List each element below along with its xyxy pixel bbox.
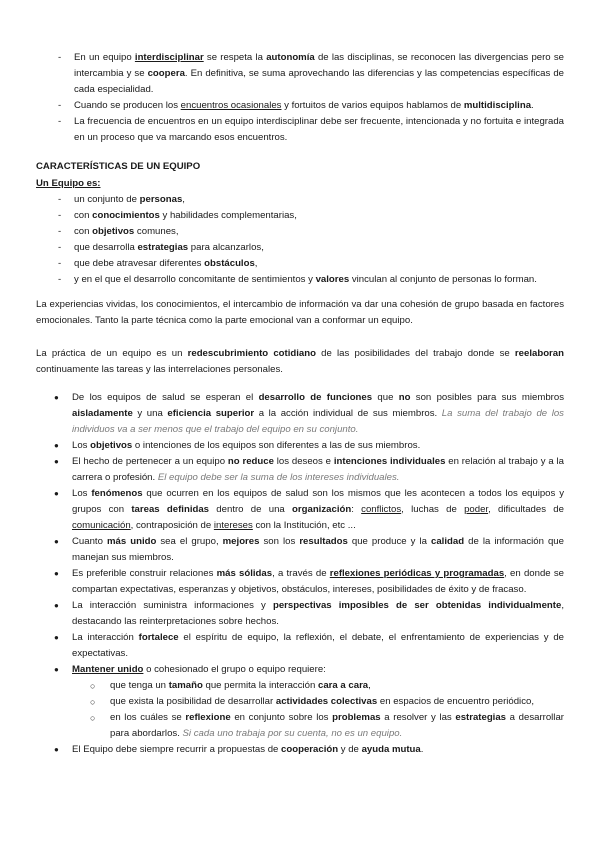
list-item: - que desarrolla estrategias para alcanzarlos, bbox=[36, 240, 564, 256]
list-item: - La frecuencia de encuentros en un equipo interdisciplinar debe ser frecuente, intencionada y no fortuita e integrada en un proceso que va marcando esos encuentros. bbox=[36, 114, 564, 146]
list-item: - con objetivos comunes, bbox=[36, 224, 564, 240]
list-item: - y en el que el desarrollo concomitante de sentimientos y valores vinculan al conjunto de personas lo forman. bbox=[36, 272, 564, 288]
bullet-item: ● El hecho de pertenecer a un equipo no reduce los deseos e intenciones individuales en relación al trabajo y a la carrera o profesión. El equipo debe ser la suma de los intereses individuales. bbox=[36, 454, 564, 486]
paragraph-experiencias: La experiencias vividas, los conocimientos, el intercambio de información va dar una cohesión de grupo basada en factores emocionales. Tanto la parte técnica como la parte emocional van a conformar un equipo. bbox=[36, 299, 564, 326]
sub-bullet-item: ○ que exista la posibilidad de desarrollar actividades colectivas en espacios de encuentro periódico, bbox=[72, 694, 564, 710]
bullet-item: ● Los fenómenos que ocurren en los equipos de salud son los mismos que les acontecen a todos los equipos y grupos con tareas definidas dentro de una organización: conflictos, luchas de poder, dificultades de comunicación, contraposición de intereses con la Institución, etc ... bbox=[36, 486, 564, 534]
sub-bullet-item: ○ que tenga un tamaño que permita la interacción cara a cara, bbox=[72, 678, 564, 694]
section-subheading: Un Equipo es: bbox=[36, 178, 101, 189]
list-item: - con conocimientos y habilidades complementarias, bbox=[36, 208, 564, 224]
bullet-list bbox=[36, 390, 564, 758]
list-item: - que debe atravesar diferentes obstáculos, bbox=[36, 256, 564, 272]
intro-dash-list bbox=[36, 50, 564, 146]
bullet-item: ● La interacción fortalece el espíritu de equipo, la reflexión, el debate, el enfrentamiento de experiencias y de expectativas. bbox=[36, 630, 564, 662]
bullet-item: ● Los objetivos o intenciones de los equipos son diferentes a las de sus miembros. bbox=[36, 438, 564, 454]
equipo-dash-list bbox=[36, 192, 564, 288]
list-item: - un conjunto de personas, bbox=[36, 192, 564, 208]
bullet-item: ● La interacción suministra informaciones y perspectivas imposibles de ser obtenidas individualmente, destacando las reinterpretaciones sobre hechos. bbox=[36, 598, 564, 630]
list-item: - Cuando se producen los encuentros ocasionales y fortuitos de varios equipos hablamos de multidisciplina. bbox=[36, 98, 564, 114]
paragraph-practica: La práctica de un equipo es un redescubrimiento cotidiano de las posibilidades del trabajo donde se reelaboran continuamente las tareas y las interrelaciones personales. bbox=[36, 348, 564, 375]
list-item: - En un equipo interdisciplinar se respeta la autonomía de las disciplinas, se reconocen las divergencias pero se intercambia y se coopera. En definitiva, se suma aprovechando las diferencias y las competencias específicas de cada especialidad. bbox=[36, 50, 564, 98]
bullet-item: ● El Equipo debe siempre recurrir a propuestas de cooperación y de ayuda mutua. bbox=[36, 742, 564, 758]
sub-bullet-item: ○ en los cuáles se reflexione en conjunto sobre los problemas a resolver y las estrategias a desarrollar para abordarlos. Si cada uno trabaja por su cuenta, no es un equipo. bbox=[72, 710, 564, 742]
section-heading: CARACTERÍSTICAS DE UN EQUIPO bbox=[36, 161, 201, 172]
bullet-item: ● Mantener unido o cohesionado el grupo o equipo requiere: ○ que tenga un tamaño que permita la interacción cara a cara, ○ que exista la posibilidad de desarrollar actividades colectivas en espacios de encuentro periódico, ○ en los cuáles se reflexione en conjunto sobre los problemas a resolver y las estrategias a desarrollar para abordarlos. Si cada uno trabaja por su cuenta, no es un equipo. bbox=[36, 662, 564, 742]
bullet-item: ● Cuanto más unido sea el grupo, mejores son los resultados que produce y la calidad de la información que manejan sus miembros. bbox=[36, 534, 564, 566]
bullet-item: ● Es preferible construir relaciones más sólidas, a través de reflexiones periódicas y programadas, en donde se compartan expectativas, esperanzas y objetivos, obstáculos, intereses, posibilidades de éxito y de fracaso. bbox=[36, 566, 564, 598]
bullet-item: ● De los equipos de salud se esperan el desarrollo de funciones que no son posibles para sus miembros aisladamente y una eficiencia superior a la acción individual de sus miembros. La suma del trabajo de los individuos va a ser menos que el trabajo del equipo en su conjunto. bbox=[36, 390, 564, 438]
sub-bullet-list bbox=[72, 678, 564, 742]
